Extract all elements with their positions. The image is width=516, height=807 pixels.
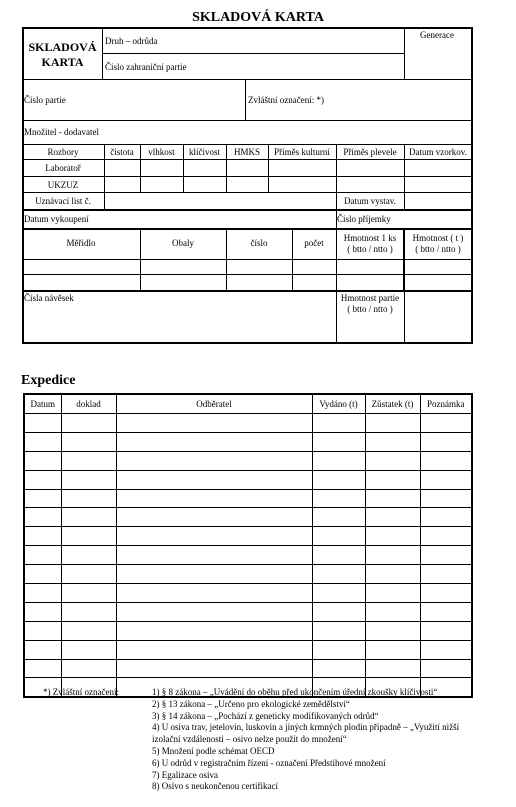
expedice-cell[interactable] <box>420 451 472 470</box>
expedice-cell[interactable] <box>420 546 472 565</box>
footnote-label: *) Zvláštní označení: <box>43 687 119 697</box>
expedice-header-row <box>24 394 472 414</box>
border-right <box>471 27 473 343</box>
rozbory-label: Rozbory <box>47 147 79 157</box>
expedice-heading: Expedice <box>21 373 76 388</box>
footnote-item: 4) U osiva trav, jetelovin, luskovin a jiných krmných plodin případně – „Využití nižší <box>152 722 460 733</box>
expedice-row <box>24 621 472 640</box>
hmotnost-t-line1: Hmotnost ( t ) <box>412 233 464 243</box>
cislo-prijemky-label: Číslo příjemky <box>337 214 391 224</box>
expedice-cell[interactable] <box>420 470 472 489</box>
col-primes-plevele: Příměs plevele <box>343 147 397 157</box>
expedice-cell[interactable] <box>420 432 472 451</box>
hmotnost-partie-line1: Hmotnost partie <box>340 293 400 303</box>
form-title: SKLADOVÁ KARTA <box>192 10 324 25</box>
footnote-list <box>152 687 459 793</box>
hmotnost-partie-label <box>336 293 404 315</box>
col-odberatel: Odběratel <box>116 394 312 414</box>
cislo-label: číslo <box>250 238 268 248</box>
expedice-cell[interactable] <box>420 621 472 640</box>
expedice-cell[interactable] <box>61 621 116 640</box>
footnote-item: 8) Osivo s neukončenou certifikací <box>152 781 278 792</box>
card-label-line2: KARTA <box>41 55 84 69</box>
expedice-row <box>24 432 472 451</box>
expedice-cell[interactable] <box>420 640 472 659</box>
expedice-row <box>24 451 472 470</box>
expedice-cell[interactable] <box>116 432 312 451</box>
col-poznamka: Poznámka <box>420 394 472 414</box>
expedice-cell[interactable] <box>312 527 365 546</box>
zvlastni-oznaceni-label: Zvláštní označení: *) <box>248 95 324 105</box>
expedice-cell[interactable] <box>312 414 365 433</box>
datum-vystav-label: Datum vystav. <box>344 196 396 206</box>
expedice-cell[interactable] <box>116 621 312 640</box>
expedice-row <box>24 602 472 621</box>
expedice-row <box>24 489 472 508</box>
expedice-row <box>24 584 472 603</box>
card-label-line1: SKLADOVÁ <box>28 40 97 54</box>
col-klicivost: klíčivost <box>189 147 220 157</box>
expedice-cell[interactable] <box>365 527 420 546</box>
druh-odruda-label: Druh – odrůda <box>105 36 158 46</box>
cislo-partie-label: Číslo partie <box>24 95 66 105</box>
expedice-cell[interactable] <box>365 565 420 584</box>
expedice-cell[interactable] <box>365 489 420 508</box>
expedice-row <box>24 470 472 489</box>
expedice-cell[interactable] <box>24 546 61 565</box>
expedice-row <box>24 546 472 565</box>
expedice-cell[interactable] <box>61 546 116 565</box>
col-doklad: doklad <box>61 394 116 414</box>
expedice-cell[interactable] <box>61 584 116 603</box>
expedice-cell[interactable] <box>365 621 420 640</box>
expedice-cell[interactable] <box>312 546 365 565</box>
uznavaci-list-label: Uznávací list č. <box>35 196 91 206</box>
expedice-cell[interactable] <box>420 527 472 546</box>
expedice-cell[interactable] <box>420 584 472 603</box>
hmotnost-1ks-line2: ( btto / ntto ) <box>347 244 393 254</box>
expedice-cell[interactable] <box>312 602 365 621</box>
expedice-cell[interactable] <box>116 584 312 603</box>
expedice-cell[interactable] <box>116 640 312 659</box>
expedice-cell[interactable] <box>312 584 365 603</box>
expedice-cell[interactable] <box>365 584 420 603</box>
col-hmks: HMKS <box>233 147 260 157</box>
expedice-cell[interactable] <box>116 602 312 621</box>
col-primes-kulturni: Příměs kulturní <box>274 147 330 157</box>
expedice-cell[interactable] <box>365 602 420 621</box>
expedice-cell[interactable] <box>24 489 61 508</box>
expedice-cell[interactable] <box>61 640 116 659</box>
footnote-item: 1) § 8 zákona – „Uvádění do oběhu před ukončením úřední zkoušky klíčivosti“ <box>152 687 438 697</box>
expedice-cell[interactable] <box>61 414 116 433</box>
expedice-cell[interactable] <box>420 414 472 433</box>
expedice-cell[interactable] <box>61 659 116 678</box>
expedice-cell[interactable] <box>116 659 312 678</box>
expedice-cell[interactable] <box>24 414 61 433</box>
expedice-cell[interactable] <box>116 527 312 546</box>
expedice-cell[interactable] <box>61 432 116 451</box>
expedice-cell[interactable] <box>24 659 61 678</box>
hmotnost-t-label <box>404 233 472 255</box>
expedice-row <box>24 527 472 546</box>
expedice-cell[interactable] <box>365 414 420 433</box>
footnote-item: izolační vzdálenosti – osivo nelze použít do množení“ <box>152 734 347 745</box>
expedice-row <box>24 565 472 584</box>
expedice-cell[interactable] <box>312 470 365 489</box>
col-datum-vzorkov: Datum vzorkov. <box>409 147 467 157</box>
expedice-cell[interactable] <box>365 432 420 451</box>
row-laborator: Laboratoř <box>45 163 81 173</box>
col-zustatek: Zůstatek (t) <box>365 394 420 414</box>
expedice-cell[interactable] <box>420 489 472 508</box>
col-datum: Datum <box>24 394 61 414</box>
expedice-row <box>24 640 472 659</box>
mnozitel-dodavatel-label: Množitel - dodavatel <box>24 127 99 137</box>
expedice-cell[interactable] <box>24 527 61 546</box>
expedice-cell[interactable] <box>312 451 365 470</box>
pocet-label: počet <box>304 238 324 248</box>
expedice-cell[interactable] <box>312 432 365 451</box>
col-vlhkost: vlhkost <box>148 147 175 157</box>
meridlo-label: Měřidlo <box>66 238 96 248</box>
card-label <box>23 40 102 70</box>
row-ukzuz: UKZUZ <box>47 180 79 190</box>
expedice-row <box>24 659 472 678</box>
footnote-item: 5) Množení podle schémat OECD <box>152 745 275 756</box>
footnote-item: 3) § 14 zákona – „Pochází z geneticky modifikovaných odrůd“ <box>152 710 379 721</box>
expedice-row <box>24 414 472 433</box>
border-top <box>22 27 473 29</box>
expedice-table <box>23 393 473 698</box>
expedice-cell[interactable] <box>365 508 420 527</box>
expedice-cell[interactable] <box>365 640 420 659</box>
expedice-cell[interactable] <box>24 451 61 470</box>
datum-vykoupeni-label: Datum vykoupení <box>24 214 89 224</box>
cislo-zahranicni-partie-label: Číslo zahraniční partie <box>105 62 187 72</box>
cisla-navesek-label: Čísla návěsek <box>24 293 74 303</box>
border-bottom <box>22 342 473 344</box>
expedice-body <box>24 414 472 698</box>
expedice-cell[interactable] <box>116 451 312 470</box>
expedice-cell[interactable] <box>312 508 365 527</box>
expedice-cell[interactable] <box>61 527 116 546</box>
footnote-item: 6) U odrůd v registračním řízení - označení Předstihové množení <box>152 757 386 768</box>
footnote-item: 7) Egalizace osiva <box>152 769 218 780</box>
expedice-cell[interactable] <box>116 546 312 565</box>
expedice-cell[interactable] <box>61 451 116 470</box>
expedice-cell[interactable] <box>365 659 420 678</box>
generace-label: Generace <box>420 30 454 40</box>
expedice-cell[interactable] <box>24 584 61 603</box>
expedice-cell[interactable] <box>365 546 420 565</box>
expedice-cell[interactable] <box>61 565 116 584</box>
expedice-cell[interactable] <box>24 602 61 621</box>
expedice-cell[interactable] <box>312 640 365 659</box>
expedice-row <box>24 508 472 527</box>
expedice-cell[interactable] <box>61 489 116 508</box>
expedice-cell[interactable] <box>61 602 116 621</box>
expedice-cell[interactable] <box>116 489 312 508</box>
expedice-cell[interactable] <box>312 659 365 678</box>
footnote-item: 2) § 13 zákona – „Určeno pro ekologické zemědělství“ <box>152 698 350 709</box>
expedice-cell[interactable] <box>312 489 365 508</box>
expedice-cell[interactable] <box>24 508 61 527</box>
expedice-cell[interactable] <box>365 451 420 470</box>
col-cistota: čistota <box>110 147 134 157</box>
expedice-cell[interactable] <box>420 565 472 584</box>
expedice-cell[interactable] <box>365 470 420 489</box>
hmotnost-1ks-label <box>336 233 404 255</box>
expedice-cell[interactable] <box>116 414 312 433</box>
expedice-cell[interactable] <box>312 621 365 640</box>
expedice-cell[interactable] <box>24 432 61 451</box>
hmotnost-1ks-line1: Hmotnost 1 ks <box>343 233 397 243</box>
hmotnost-partie-line2: ( btto / ntto ) <box>347 304 393 314</box>
expedice-cell[interactable] <box>24 470 61 489</box>
expedice-cell[interactable] <box>61 508 116 527</box>
expedice-cell[interactable] <box>116 470 312 489</box>
expedice-cell[interactable] <box>24 565 61 584</box>
expedice-cell[interactable] <box>420 508 472 527</box>
col-vydano: Vydáno (t) <box>312 394 365 414</box>
expedice-cell[interactable] <box>116 565 312 584</box>
expedice-cell[interactable] <box>420 659 472 678</box>
expedice-cell[interactable] <box>116 508 312 527</box>
expedice-cell[interactable] <box>24 640 61 659</box>
expedice-cell[interactable] <box>24 621 61 640</box>
expedice-cell[interactable] <box>312 565 365 584</box>
obaly-label: Obaly <box>172 238 194 248</box>
hmotnost-t-line2: ( btto / ntto ) <box>415 244 461 254</box>
expedice-cell[interactable] <box>420 602 472 621</box>
expedice-cell[interactable] <box>61 470 116 489</box>
